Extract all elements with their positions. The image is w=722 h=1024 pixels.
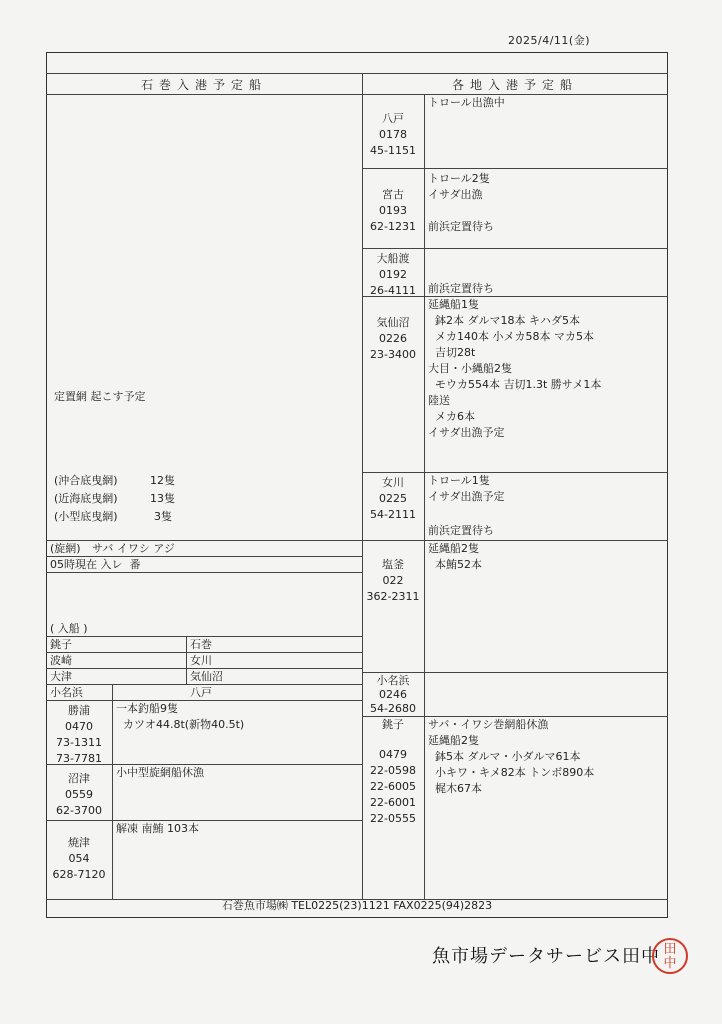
port-phone: 22-6001 (370, 796, 416, 809)
port-phone: 0479 (379, 748, 407, 761)
left-header: 石巻入港予定船 (140, 78, 267, 92)
port-column-divider (424, 94, 425, 899)
port-phone: 73-7781 (56, 752, 102, 765)
nyusen-label: ( 入船 ) (50, 622, 88, 635)
port-name: 小名浜 (376, 674, 410, 687)
report-line: 前浜定置待ち (428, 282, 494, 295)
report-line: トロール出漁中 (428, 96, 505, 109)
sokobiki-value: 13隻 (150, 492, 175, 505)
port-phone: 0192 (379, 268, 407, 281)
report-line: 延縄船2隻 (428, 734, 479, 747)
port-name: 気仙沼 (376, 316, 410, 329)
port-phone: 0559 (65, 788, 93, 801)
port-name: 気仙沼 (190, 670, 223, 683)
table-frame (46, 52, 668, 918)
report-line: トロール2隻 (428, 172, 490, 185)
report-date: 2025/4/11(金) (508, 34, 590, 47)
report-line: 梶木67本 (428, 782, 482, 795)
port-name: 女川 (382, 476, 404, 489)
makiami-label: (旋網) (50, 542, 81, 555)
port-name: 石巻 (190, 638, 212, 651)
port-name: 大船渡 (376, 252, 410, 265)
port-name: 波崎 (50, 654, 72, 667)
port-name: 宮古 (382, 188, 404, 201)
report-line: イサダ出漁予定 (428, 426, 505, 439)
report-line: 前浜定置待ち (428, 220, 494, 233)
teichi-note: 定置網 起こす予定 (54, 390, 146, 403)
port-phone: 0246 (379, 688, 407, 701)
sokobiki-label: (近海底曳網) (54, 492, 118, 505)
report-line: カツオ44.8t(新物40.5t) (116, 718, 245, 731)
report-line: 一本釣船9隻 (116, 702, 178, 715)
port-phone: 0193 (379, 204, 407, 217)
port-phone: 022 (382, 574, 404, 587)
report-line: 陸送 (428, 394, 450, 407)
port-phone: 22-6005 (370, 780, 416, 793)
report-line: 解凍 南鮪 103本 (116, 822, 199, 835)
port-phone: 628-7120 (52, 868, 106, 881)
port-name: 八戸 (190, 686, 212, 699)
port-phone: 54-2680 (370, 702, 416, 715)
report-line: トロール1隻 (428, 474, 490, 487)
port-phone: 73-1311 (56, 736, 102, 749)
port-phone: 362-2311 (366, 590, 420, 603)
port-phone: 054 (68, 852, 90, 865)
report-line: 大目・小縄船2隻 (428, 362, 512, 375)
port-phone: 62-3700 (56, 804, 102, 817)
handwritten-signature: 魚市場データサービス田中 (432, 946, 660, 967)
name-seal (652, 938, 688, 974)
rule (46, 73, 668, 74)
port-name: 沼津 (68, 772, 90, 785)
port-name: 大津 (50, 670, 72, 683)
port-phone: 26-4111 (370, 284, 416, 297)
footer-contact: 石巻魚市場㈱ TEL0225(23)1121 FAX0225(94)2823 (221, 899, 493, 912)
port-name: 勝浦 (68, 704, 90, 717)
port-name: 小名浜 (50, 686, 83, 699)
report-line: 前浜定置待ち (428, 524, 494, 537)
port-name: 焼津 (68, 836, 90, 849)
port-phone: 0470 (65, 720, 93, 733)
report-line: サバ・イワシ巻網船休漁 (428, 718, 549, 731)
port-name: 八戸 (382, 112, 404, 125)
port-phone: 54-2111 (370, 508, 416, 521)
makiami-species: サバ イワシ アジ (92, 542, 175, 555)
report-line: 吉切28t (428, 346, 476, 359)
port-phone: 22-0598 (370, 764, 416, 777)
sokobiki-value: 12隻 (150, 474, 175, 487)
report-line: 鉢2本 ダルマ18本 キハダ5本 (428, 314, 580, 327)
report-line: 鉢5本 ダルマ・小ダルマ61本 (428, 750, 581, 763)
sokobiki-value: 3隻 (154, 510, 172, 523)
port-phone: 62-1231 (370, 220, 416, 233)
port-phone: 0178 (379, 128, 407, 141)
arrival-status: 05時現在 入レ 番 (50, 558, 141, 571)
port-name: 塩釜 (382, 558, 404, 571)
report-line: モウカ554本 吉切1.3t 勝サメ1本 (428, 378, 602, 391)
report-line: メカ140本 小メカ58本 マカ5本 (428, 330, 594, 343)
report-line: 小キワ・キメ82本 トンボ890本 (428, 766, 595, 779)
report-line: イサダ出漁予定 (428, 490, 505, 503)
port-name: 銚子 (382, 718, 404, 731)
report-line: 延縄船2隻 (428, 542, 479, 555)
report-line: イサダ出漁 (428, 188, 483, 201)
port-phone: 0226 (379, 332, 407, 345)
port-phone: 45-1151 (370, 144, 416, 157)
sokobiki-label: (沖合底曳網) (54, 474, 118, 487)
seal-text: 田 中 (663, 942, 677, 971)
right-header: 各地入港予定船 (451, 78, 578, 92)
report-line: 小中型旋網船休漁 (116, 766, 204, 779)
rule (46, 94, 668, 95)
port-name: 銚子 (50, 638, 72, 651)
report-line: メカ6本 (428, 410, 475, 423)
port-phone: 0225 (379, 492, 407, 505)
sokobiki-label: (小型底曳網) (54, 510, 118, 523)
port-phone: 22-0555 (370, 812, 416, 825)
port-phone: 23-3400 (370, 348, 416, 361)
port-name: 女川 (190, 654, 212, 667)
report-line: 本鮪52本 (428, 558, 482, 571)
report-line: 延縄船1隻 (428, 298, 479, 311)
